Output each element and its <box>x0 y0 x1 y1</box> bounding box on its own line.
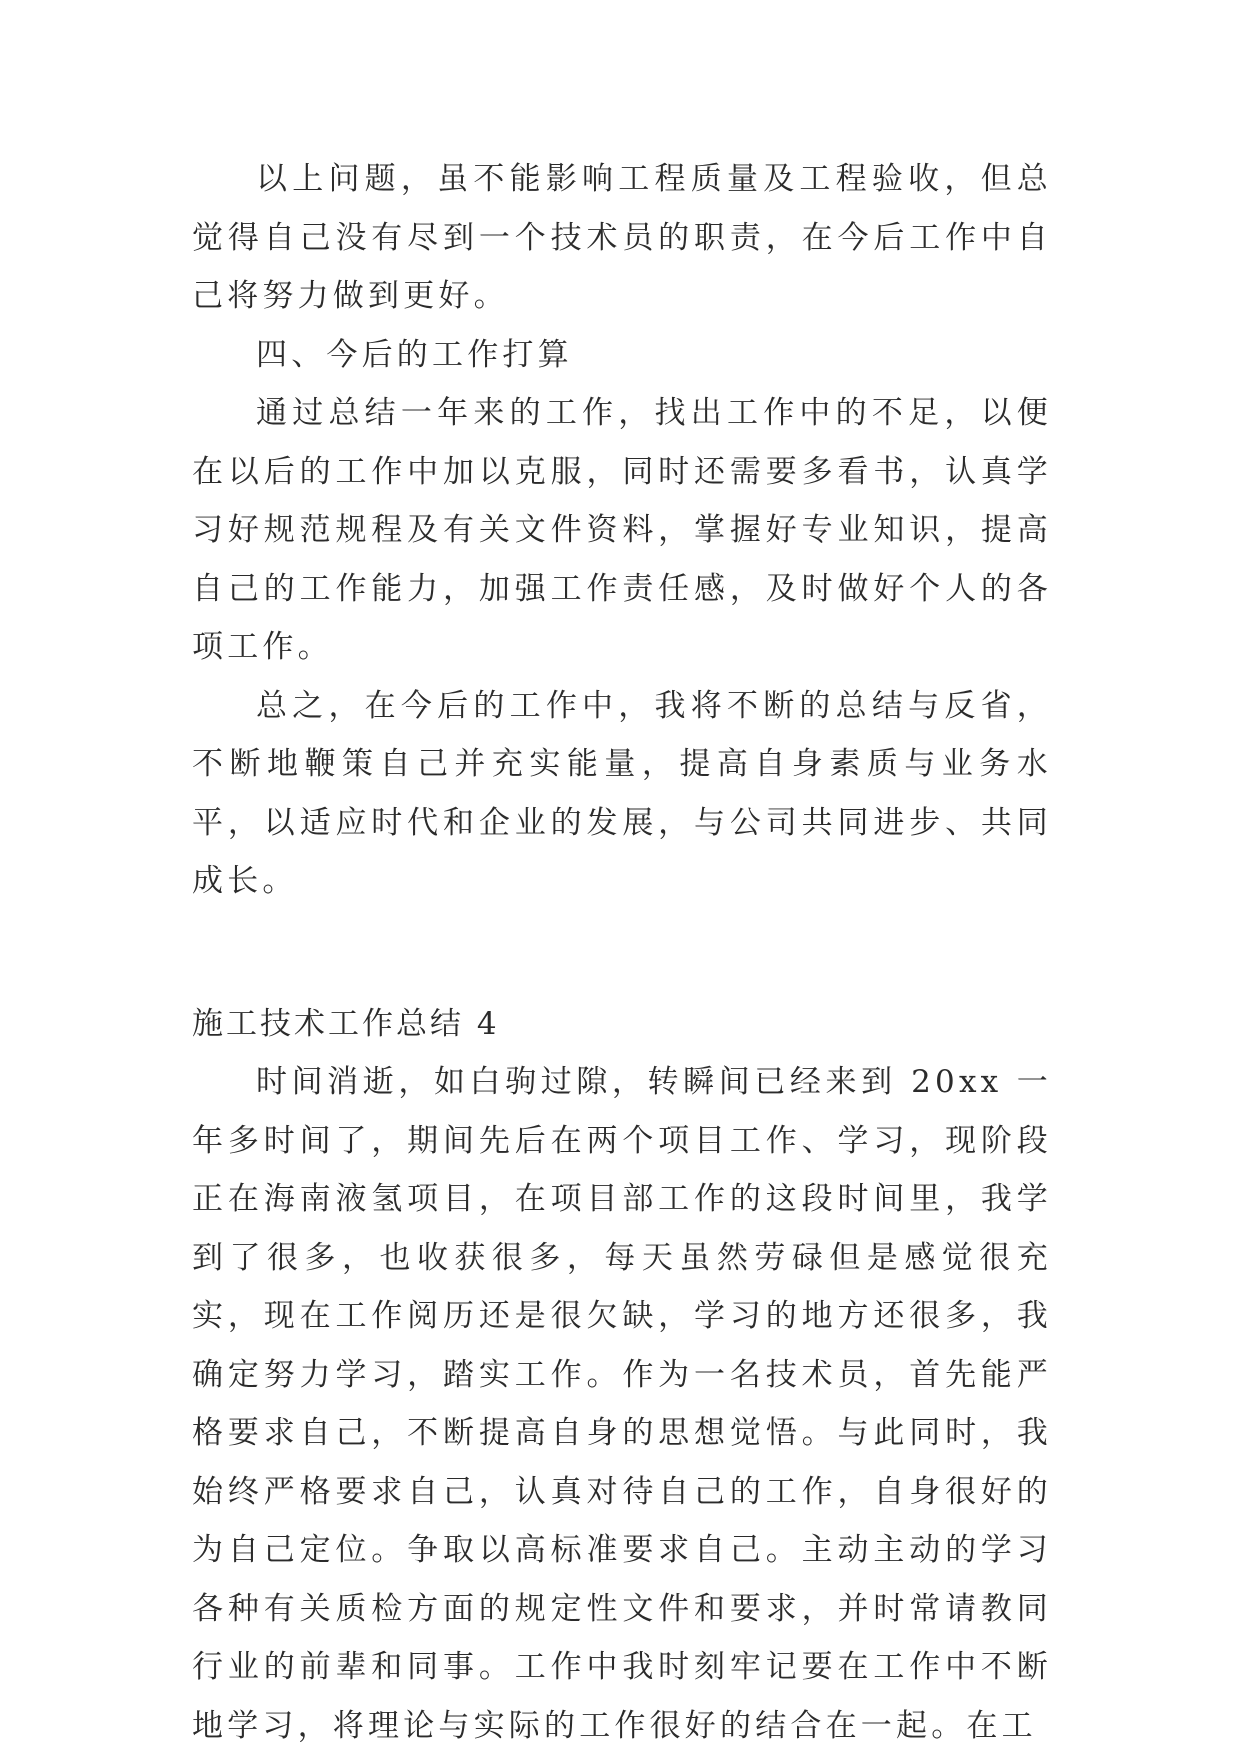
paragraph-summary-body: 时间消逝，如白驹过隙，转瞬间已经来到 20xx 一年多时间了，期间先后在两个项目工作、学习，现阶段正在海南液氢项目，在项目部工作的这段时间里，我学到了很多，也收获很多，每天虽然劳碌但是感觉很充实，现在工作阅历还是很欠缺，学习的地方还很多，我确定努力学习，踏实工作。作为一名技术员，首先能严格要求自己，不断提高自身的思想觉悟。与此同时，我始终严格要求自己，认真对待自己的工作，自身很好的为自己定位。争取以高标准要求自己。主动主动的学习各种有关质检方面的规定性文件和要求，并时常请教同行业的前辈和同事。工作中我时刻牢记要在工作中不断地学习，将理论与实际的工作很好的结合在一起。在工 <box>192 1064 1052 1744</box>
paragraph-conclusion: 总之，在今后的工作中，我将不断的总结与反省，不断地鞭策自己并充实能量，提高自身素质与业务水平，以适应时代和企业的发展，与公司共同进步、共同成长。 <box>192 687 1052 899</box>
section-gap <box>192 911 1052 995</box>
document-page <box>192 150 1052 1755</box>
paragraph-future-plans: 通过总结一年来的工作，找出工作中的不足，以便在以后的工作中加以克服，同时还需要多看书，认真学习好规范规程及有关文件资料，掌握好专业知识，提高自己的工作能力，加强工作责任感，及时做好个人的各项工作。 <box>192 395 1052 665</box>
paragraph-issues-summary: 以上问题，虽不能影响工程质量及工程验收，但总觉得自己没有尽到一个技术员的职责，在今后工作中自己将努力做到更好。 <box>192 161 1052 314</box>
section-title: 施工技术工作总结 4 <box>192 1005 500 1042</box>
section-heading-future-plans: 四、今后的工作打算 <box>256 336 573 373</box>
